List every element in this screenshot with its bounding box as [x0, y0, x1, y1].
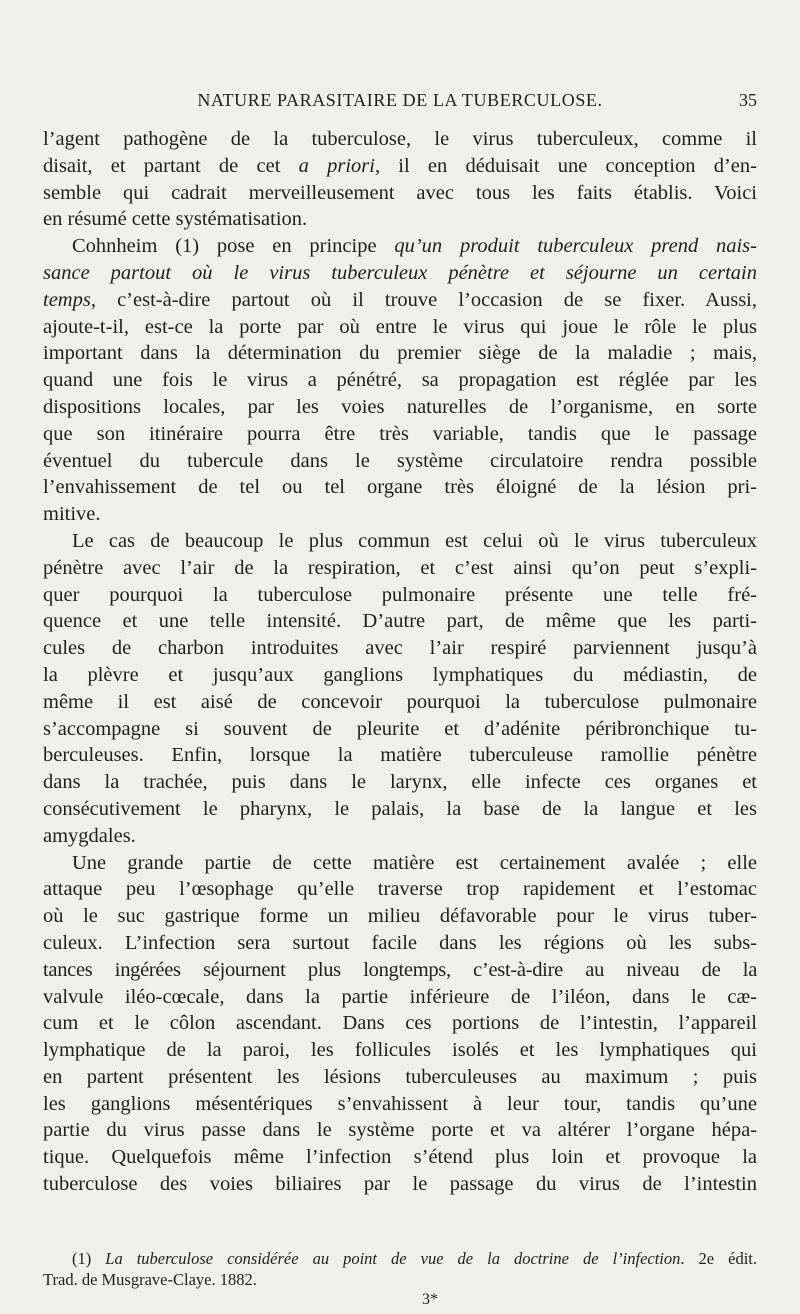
text-line	[43, 1117, 757, 1144]
text-line	[43, 367, 757, 394]
text-line	[43, 957, 757, 984]
text-line	[43, 876, 757, 903]
text-line	[43, 555, 757, 582]
text-run: cum et le côlon ascendant. Dans ces portions de l’intestin, l’appareil	[43, 1012, 757, 1035]
text-run: quand une fois le virus a pénétré, sa propagation est réglée par les	[43, 369, 757, 392]
text-run: quence et une telle intensité. D’autre part, de même que les parti-	[43, 610, 757, 633]
text-run: dispositions locales, par les voies naturelles de l’organisme, en sorte	[43, 395, 757, 418]
footnote-line	[43, 1269, 757, 1290]
text-run: disait, et partant de cet	[43, 154, 299, 177]
text-run: amygdales.	[43, 824, 136, 847]
text-run: lymphatique de la paroi, les follicules isolés et les lymphatiques qui	[43, 1039, 757, 1062]
italic-text: temps	[43, 288, 91, 311]
text-line	[43, 1037, 757, 1064]
text-line	[43, 1010, 757, 1037]
footnotes	[43, 1248, 757, 1290]
body-text	[43, 126, 757, 1198]
text-run: Le cas de beaucoup le plus commun est celui où le virus tuberculeux	[72, 529, 757, 552]
text-line	[43, 528, 757, 555]
text-run: , c’est-à-dire partout où il trouve l’occasion de se fixer. Aussi,	[90, 288, 757, 311]
running-title: NATURE PARASITAIRE DE LA TUBERCULOSE.	[197, 90, 603, 110]
text-run: (1)	[72, 1249, 106, 1268]
text-run: éventuel du tubercule dans le système circulatoire rendra possible	[43, 449, 757, 472]
italic-text: qu’un produit tuberculeux prend nais-	[394, 235, 757, 258]
footnote-line	[43, 1248, 757, 1269]
text-run: mitive.	[43, 503, 101, 526]
text-line	[43, 716, 757, 743]
italic-text: sance partout où le virus tuberculeux pénètre et séjourne un certain	[43, 261, 757, 284]
text-run: la plèvre et jusqu’aux ganglions lymphatiques du médiastin, de	[43, 663, 757, 686]
text-line	[43, 689, 757, 716]
text-line	[43, 742, 757, 769]
text-line	[43, 233, 757, 260]
text-line	[43, 1064, 757, 1091]
italic-text: La tuberculose considérée au point de vue de la doctrine de l’infection	[105, 1249, 681, 1268]
text-line	[43, 260, 757, 287]
page-number: 35	[739, 90, 757, 110]
text-run: Une grande partie de cette matière est certainement avalée ; elle	[72, 851, 757, 874]
text-run: attaque peu l’œsophage qu’elle traverse trop rapidement et l’estomac	[43, 878, 757, 901]
text-run: tances ingérées séjournent plus longtemps, c’est-à-dire au niveau de la	[43, 958, 757, 981]
text-run: berculeuses. Enfin, lorsque la matière tuberculeuse ramollie pénètre	[43, 744, 757, 767]
text-run: important dans la détermination du premier siège de la maladie ; mais,	[43, 342, 757, 365]
text-run: en résumé cette systématisation.	[43, 208, 308, 231]
text-run: s’accompagne si souvent de pleurite et d’adénite péribronchique tu-	[43, 717, 757, 740]
text-line	[43, 340, 757, 367]
text-run: les ganglions mésentériques s’envahissent à leur tour, tandis qu’une	[43, 1092, 757, 1115]
text-line	[43, 1091, 757, 1118]
text-run: quer pourquoi la tuberculose pulmonaire présente une telle fré-	[43, 583, 757, 606]
text-run: valvule iléo-cœcale, dans la partie inférieure de l’iléon, dans le cæ-	[43, 985, 757, 1008]
text-run: tuberculose des voies biliaires par le passage du virus de l’intestin	[43, 1173, 757, 1196]
text-line	[43, 823, 757, 850]
text-run: Cohnheim (1) pose en principe	[72, 235, 395, 258]
signature-mark: 3*	[422, 1291, 438, 1308]
text-run: dans la trachée, puis dans le larynx, elle infecte ces organes et	[43, 771, 757, 794]
text-run: où le suc gastrique forme un milieu défavorable pour le virus tuber-	[43, 905, 757, 928]
text-line	[43, 930, 757, 957]
text-line	[43, 662, 757, 689]
text-run: pénètre avec l’air de la respiration, et c’est ainsi qu’on peut s’expli-	[43, 556, 757, 579]
running-head	[43, 90, 757, 116]
text-line	[43, 582, 757, 609]
text-line	[43, 769, 757, 796]
text-line	[43, 1171, 757, 1198]
text-line	[43, 903, 757, 930]
text-line	[43, 448, 757, 475]
text-run: partie du virus passe dans le système porte et va altérer l’organe hépa-	[43, 1119, 757, 1142]
text-line	[43, 126, 757, 153]
text-run: Trad. de Musgrave-Claye. 1882.	[43, 1270, 257, 1289]
text-run: même il est aisé de concevoir pourquoi la tuberculose pulmonaire	[43, 690, 757, 713]
text-line	[43, 635, 757, 662]
text-run: semble qui cadrait merveilleusement avec tous les faits établis. Voici	[43, 181, 757, 204]
text-line	[43, 314, 757, 341]
text-line	[43, 180, 757, 207]
text-line	[43, 394, 757, 421]
text-line	[43, 287, 757, 314]
text-run: l’agent pathogène de la tuberculose, le virus tuberculeux, comme il	[43, 128, 757, 150]
text-run: culeux. L’infection sera surtout facile dans les régions où les subs-	[43, 931, 757, 954]
text-run: consécutivement le pharynx, le palais, la base de la langue et les	[43, 797, 757, 820]
text-line	[43, 850, 757, 877]
text-run: cules de charbon introduites avec l’air respiré parviennent jusqu’à	[43, 637, 757, 660]
text-line	[43, 984, 757, 1011]
text-run: . 2e édit.	[680, 1249, 757, 1268]
text-line	[43, 1144, 757, 1171]
text-line	[43, 206, 757, 233]
text-line	[43, 153, 757, 180]
text-line	[43, 474, 757, 501]
text-run: ajoute-t-il, est-ce la porte par où entre le virus qui joue le rôle le plus	[43, 315, 757, 338]
text-run: tique. Quelquefois même l’infection s’étend plus loin et provoque la	[43, 1146, 757, 1169]
italic-text: a priori	[298, 154, 375, 177]
text-line	[43, 796, 757, 823]
text-run: l’envahissement de tel ou tel organe très éloigné de la lésion pri-	[43, 476, 757, 499]
text-run: , il en déduisait une conception d’en-	[374, 154, 757, 177]
text-line	[43, 608, 757, 635]
text-line	[43, 421, 757, 448]
text-run: en partent présentent les lésions tuberculeuses au maximum ; puis	[43, 1065, 757, 1088]
text-run: que son itinéraire pourra être très variable, tandis que le passage	[43, 422, 757, 445]
text-line	[43, 501, 757, 528]
